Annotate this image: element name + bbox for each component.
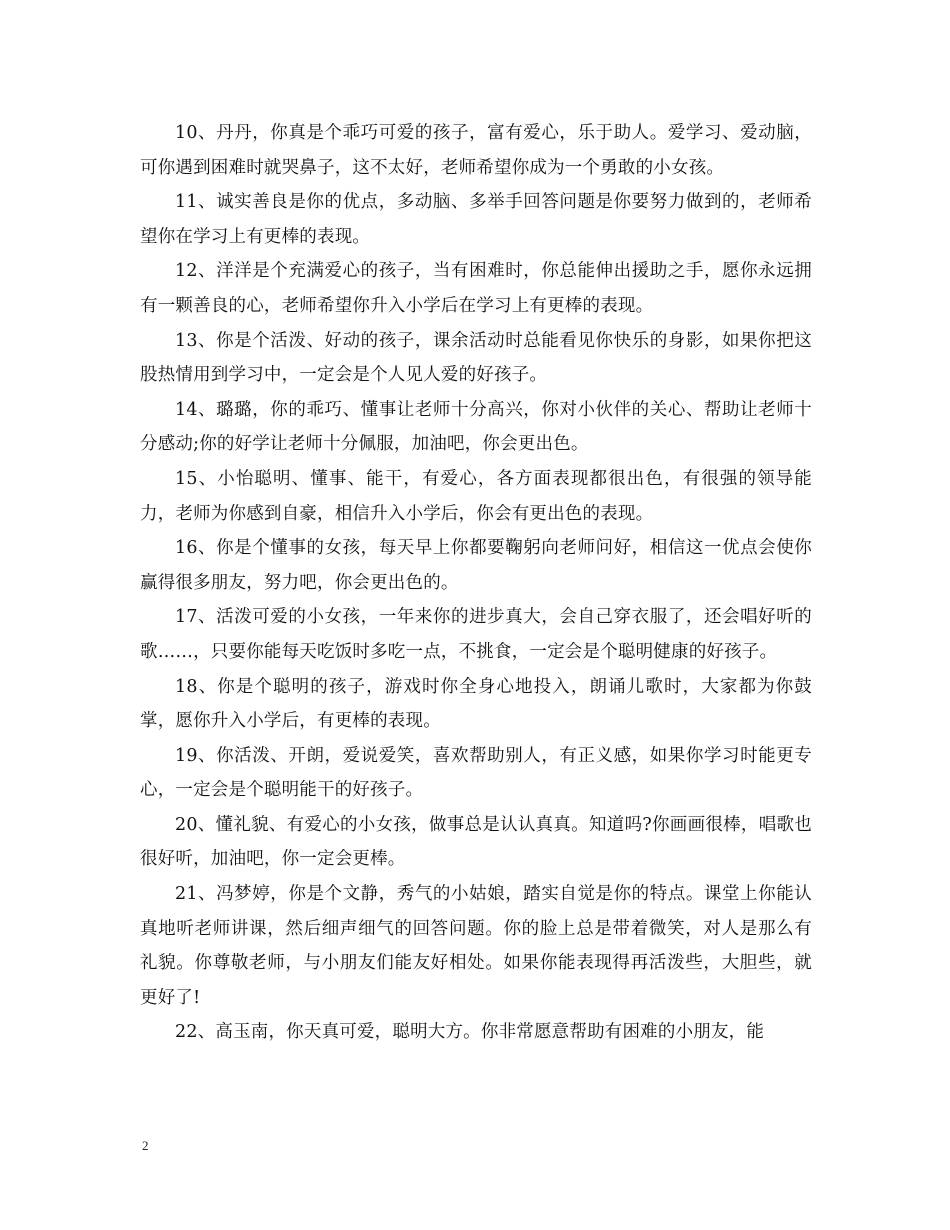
comment-paragraph-11: 11、诚实善良是你的优点，多动脑、多举手回答问题是你要努力做到的，老师希望你在学习上有更棒的表现。 [140,192,812,247]
document-body [140,116,812,1050]
comment-paragraph-14: 14、璐璐，你的乖巧、懂事让老师十分高兴，你对小伙伴的关心、帮助让老师十分感动;你的好学让老师十分佩服，加油吧，你会更出色。 [140,399,812,455]
comment-paragraph-12: 12、洋洋是个充满爱心的孩子，当有困难时，你总能伸出援助之手，愿你永远拥有一颗善良的心，老师希望你升入小学后在学习上有更棒的表现。 [140,261,812,316]
comment-paragraph-20: 20、懂礼貌、有爱心的小女孩，做事总是认认真真。知道吗?你画画很棒，唱歌也很好听，加油吧，你一定会更棒。 [140,814,812,870]
comment-paragraph-15: 15、小怡聪明、懂事、能干，有爱心，各方面表现都很出色，有很强的领导能力，老师为你感到自豪，相信升入小学后，你会有更出色的表现。 [140,468,812,524]
comment-paragraph-19: 19、你活泼、开朗，爱说爱笑，喜欢帮助别人，有正义感，如果你学习时能更专心，一定会是个聪明能干的好孩子。 [140,745,812,801]
comment-paragraph-16: 16、你是个懂事的女孩，每天早上你都要鞠躬向老师问好，相信这一优点会使你赢得很多朋友，努力吧，你会更出色的。 [140,538,812,593]
comment-paragraph-13: 13、你是个活泼、好动的孩子，课余活动时总能看见你快乐的身影，如果你把这股热情用到学习中，一定会是个人见人爱的好孩子。 [140,330,812,386]
comment-paragraph-17: 17、活泼可爱的小女孩，一年来你的进步真大，会自己穿衣服了，还会唱好听的歌……，只要你能每天吃饭时多吃一点，不挑食，一定会是个聪明健康的好孩子。 [140,607,812,662]
page-number: 2 [142,1138,149,1153]
comment-paragraph-18: 18、你是个聪明的孩子，游戏时你全身心地投入，朗诵儿歌时，大家都为你鼓掌，愿你升入小学后，有更棒的表现。 [140,676,812,732]
comment-paragraph-22: 22、高玉南，你天真可爱，聪明大方。你非常愿意帮助有困难的小朋友，能 [175,1022,765,1043]
comment-paragraph-10: 10、丹丹，你真是个乖巧可爱的孩子，富有爱心，乐于助人。爱学习、爱动脑，可你遇到困难时就哭鼻子，这不太好，老师希望你成为一个勇敢的小女孩。 [140,123,812,178]
comment-paragraph-21: 21、冯梦婷，你是个文静，秀气的小姑娘，踏实自觉是你的特点。课堂上你能认真地听老师讲课，然后细声细气的回答问题。你的脸上总是带着微笑，对人是那么有礼貌。你尊敬老师，与小朋友们能友好相处。如果你能表现得再活泼些，大胆些，就更好了! [140,884,812,1008]
